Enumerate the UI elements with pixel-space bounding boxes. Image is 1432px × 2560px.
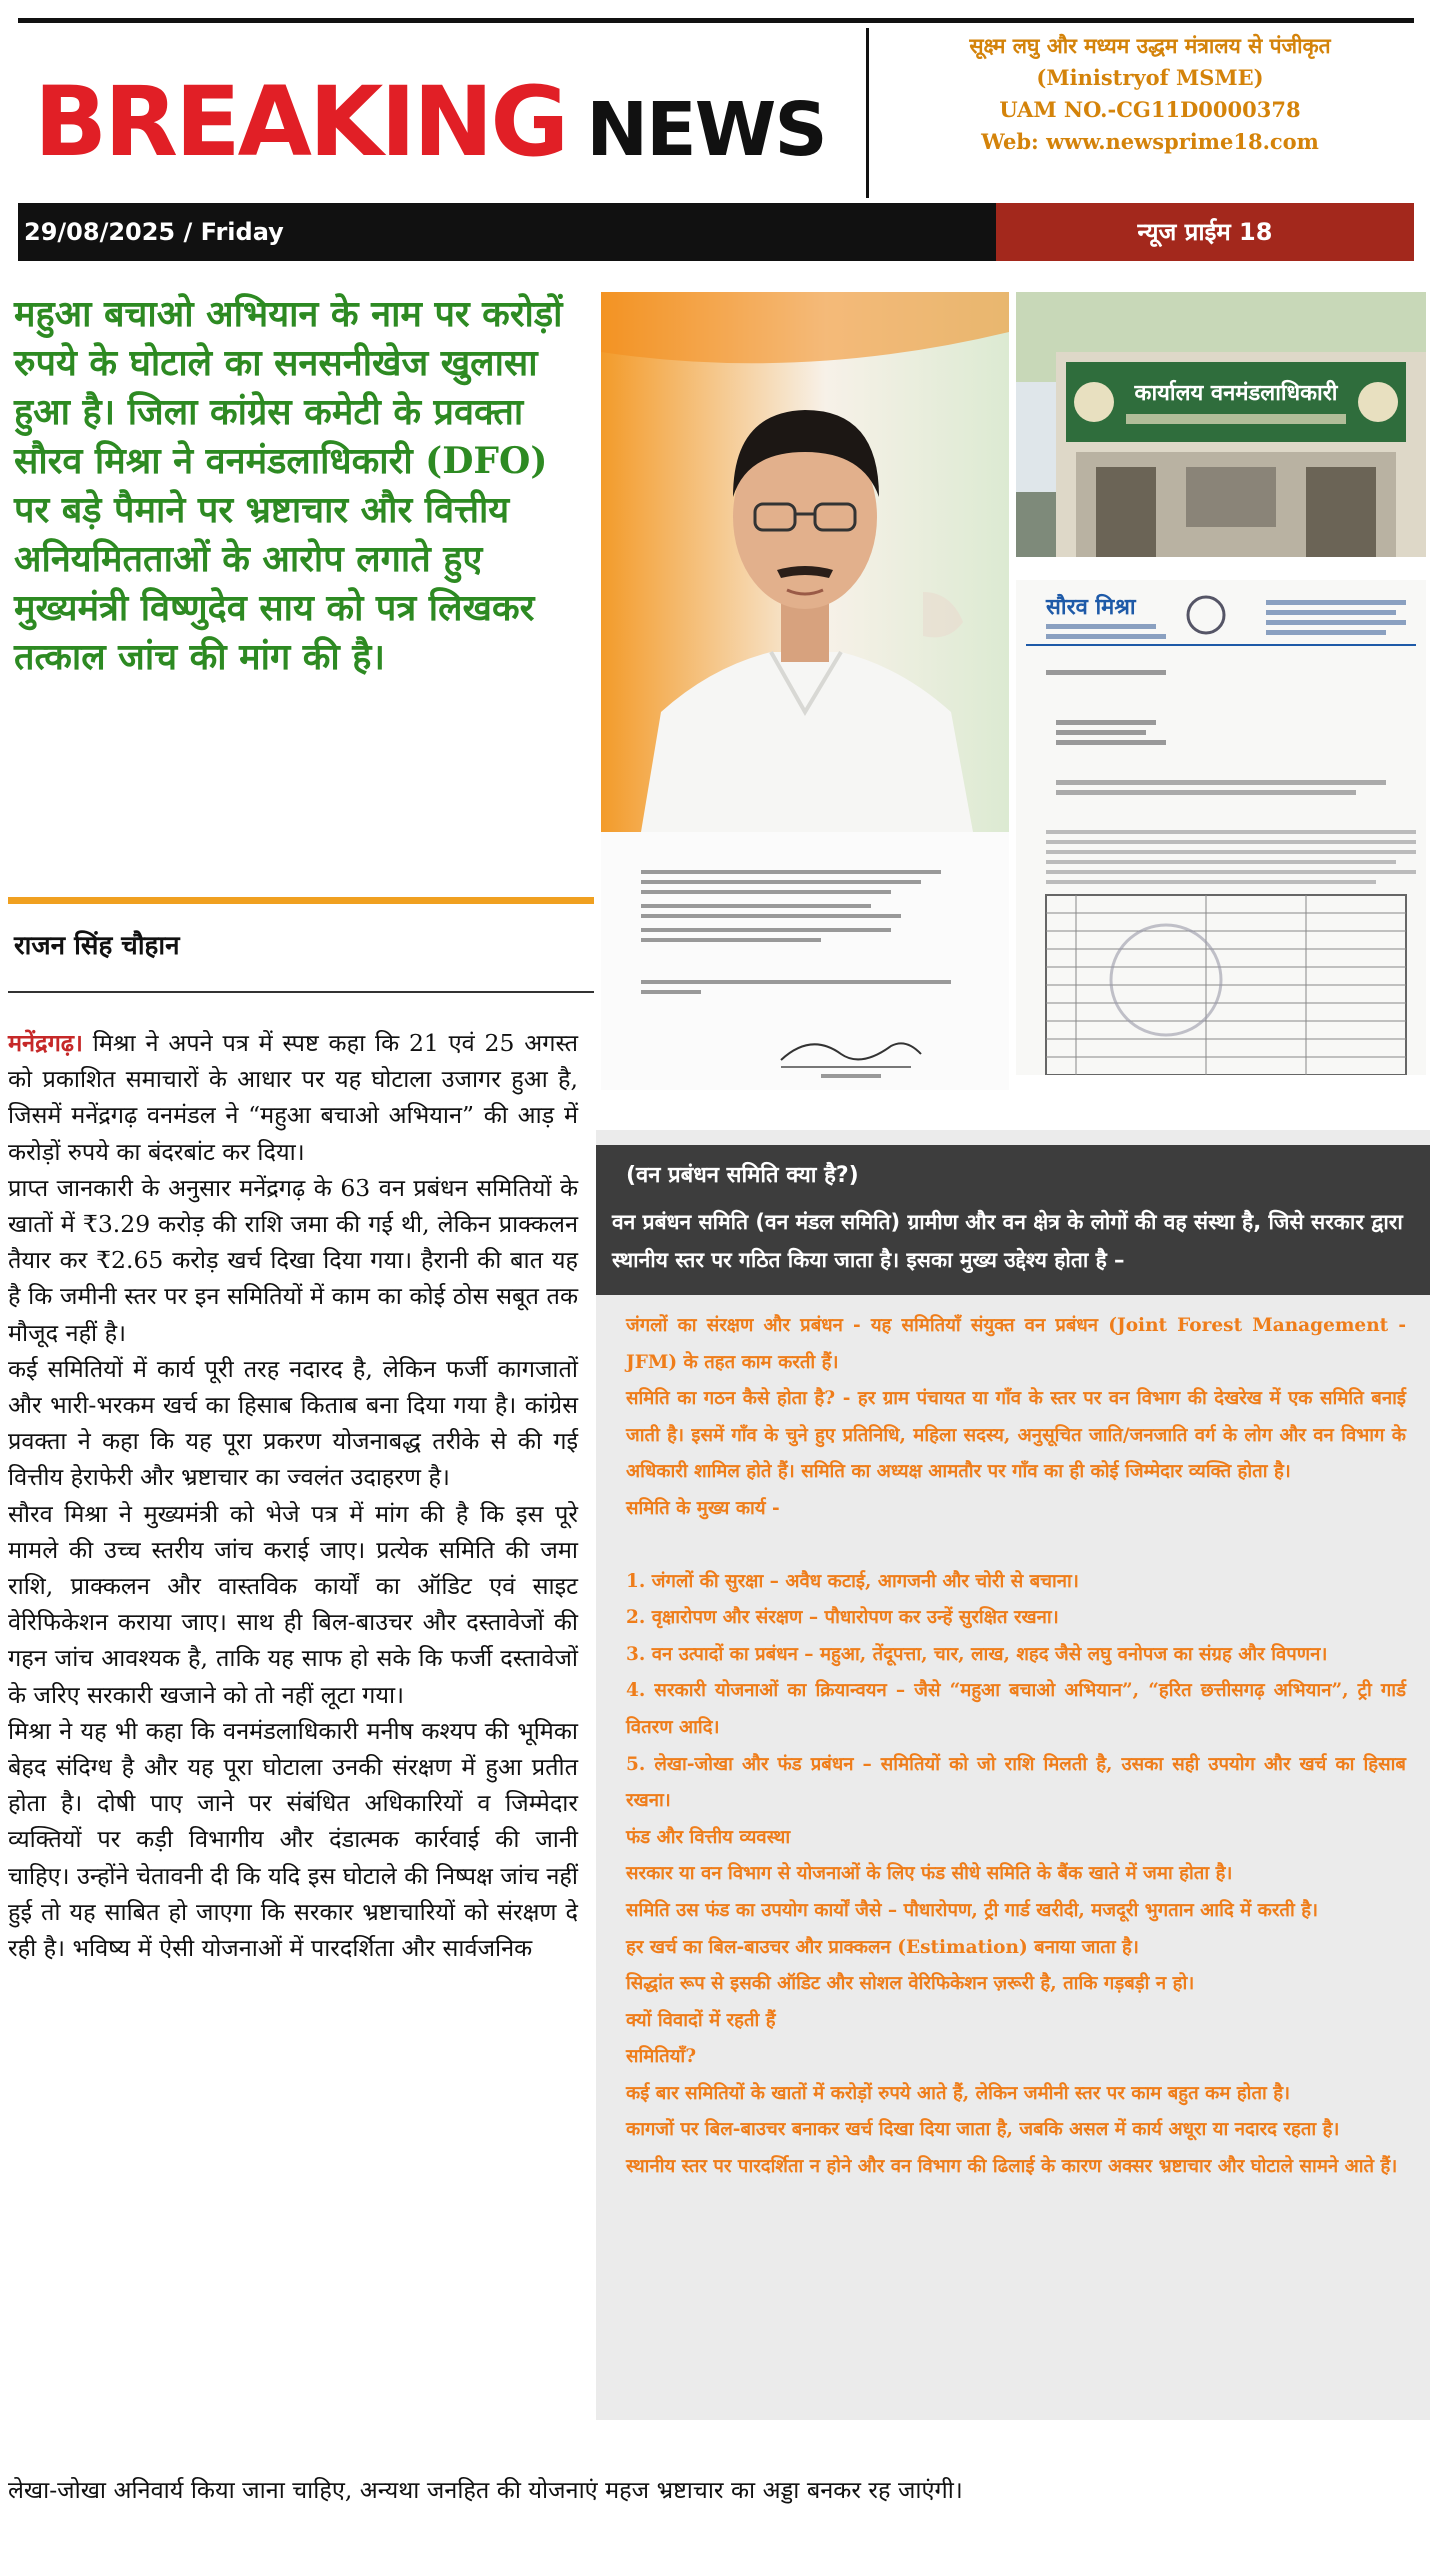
paragraph: सौरव मिश्रा ने मुख्यमंत्री को भेजे पत्र में मांग की है कि इस पूरे मामले की उच्च स्तरीय जांच कराई जाए। प्रत्येक समिति की जमा राशि, प्राक्कलन और वास्तविक कार्यों का ऑडिट एवं साइट वेरिफिकेशन कराया जाए। साथ ही बिल-बाउचर और दस्तावेजों की गहन जांच आवश्यक है, ताकि यह साफ हो सके कि फर्जी दस्तावेजों के जरिए सरकारी खजाने को तो नहीं लूटा गया। [8,1499,578,1709]
paragraph: कई समितियों में कार्य पूरी तरह नदारद है, लेकिन फर्जी कागजातों और भारी-भरकम खर्च का हिसाब किताब बना दिया गया है। कांग्रेस प्रवक्ता ने कहा कि यह पूरा प्रकरण योजनाबद्ध तरीके से की गई वित्तीय हेराफेरी और भ्रष्टाचार का ज्वलंत उदाहरण है। [8,1354,578,1492]
letter-continuation-image [601,832,1009,1090]
news-word: NEWS [586,87,826,173]
info-box-body [626,1308,1406,2186]
info-line: जंगलों का संरक्षण और प्रबंधन - यह समितियाँ संयुक्त वन प्रबंधन (Joint Forest Management - JFM) के तहत काम करती हैं। [626,1315,1406,1373]
info-box-header [596,1145,1430,1295]
portrait-photo [601,292,1009,832]
masthead-logo [34,66,826,180]
top-rule [18,18,1414,23]
section-heading: समितियाँ? [626,2046,697,2068]
info-line: कई बार समितियों के खातों में करोड़ों रुपये आते हैं, लेकिन जमीनी स्तर पर काम बहुत कम होता है। [626,2082,1291,2104]
registration-line: UAM NO.-CG11D0000378 [999,97,1301,122]
office-photo [1016,292,1426,557]
registration-info [920,30,1380,158]
info-line: समिति का गठन कैसे होता है? - हर ग्राम पंचायत या गाँव के स्तर पर वन विभाग की देखरेख में एक समिति बनाई जाती है। इसमें गाँव के चुने हुए प्रतिनिधि, महिला सदस्य, अनुसूचित जाति/जनजाति वर्ग के लोग और वन विभाग के अधिकारी शामिल होते हैं। समिति का अध्यक्ष आमतौर पर गाँव का ही कोई जिम्मेदार व्यक्ति होता है। [626,1388,1406,1483]
complaint-letter-image [1016,580,1426,1075]
spacer [626,1528,1406,1564]
section-heading: क्यों विवादों में रहती हैं [626,2009,776,2031]
paragraph: मिश्रा ने यह भी कहा कि वनमंडलाधिकारी मनीष कश्यप की भूमिका बेहद संदिग्ध है और यह पूरा घोटाला उनकी संरक्षण में हुआ प्रतीत होता है। दोषी पाए जाने पर संबंधित अधिकारियों व जिम्मेदार व्यक्तियों पर कड़ी विभागीय और दंडात्मक कार्रवाई की जानी चाहिए। उन्होंने चेतावनी दी कि यदि इस घोटाले की निष्पक्ष जांच नहीं हुई तो यह साबित हो जाएगा कि सरकार भ्रष्टाचारियों को संरक्षण दे रही है। भविष्य में ऐसी योजनाओं में पारदर्शिता और सार्वजनिक [8,1716,578,1963]
function-item: 5. लेखा-जोखा और फंड प्रबंधन – समितियों को जो राशि मिलती है, उसका सही उपयोग और खर्च का हिसाब रखना। [626,1753,1406,1812]
byline-rule [8,991,594,993]
registration-line: सूक्ष्म लघु और मध्यम उद्धम मंत्रालय से पंजीकृत [969,33,1331,58]
info-line: सिद्धांत रूप से इसकी ऑडिट और सोशल वेरिफिकेशन ज़रूरी है, ताकि गड़बड़ी न हो। [626,1973,1195,1995]
info-line: समिति उस फंड का उपयोग कार्यों जैसे – पौधारोपण, ट्री गार्ड खरीदी, मजदूरी भुगतान आदि में करती है। [626,1899,1319,1921]
dateline-place: मनेंद्रगढ़। [8,1029,83,1057]
info-line: स्थानीय स्तर पर पारदर्शिता न होने और वन विभाग की ढिलाई के कारण अक्सर भ्रष्टाचार और घोटाले सामने आते हैं। [626,2156,1398,2178]
letterhead-name: सौरव मिश्रा [1046,594,1136,620]
brand-name: न्यूज प्राईम 18 [1137,218,1273,246]
issue-date: 29/08/2025 / Friday [24,218,284,246]
masthead-divider [866,28,869,198]
info-line: हर खर्च का बिल-बाउचर और प्राक्कलन (Estimation) बनाया जाता है। [626,1936,1139,1958]
function-item: 4. सरकारी योजनाओं का क्रियान्वयन – जैसे “महुआ बचाओ अभियान”, “हरित छत्तीसगढ़ अभियान”, ट्री गार्ड वितरण आदि। [626,1680,1406,1738]
info-question: (वन प्रबंधन समिति क्या है?) [626,1163,859,1188]
byline: राजन सिंह चौहान [14,931,180,961]
headline: महुआ बचाओ अभियान के नाम पर करोड़ों रुपये के घोटाले का सनसनीखेज खुलासा हुआ है। जिला कांग्रेस कमेटी के प्रवक्ता सौरव मिश्रा ने वनमंडलाधिकारी (DFO) पर बड़े पैमाने पर भ्रष्टाचार और वित्तीय अनियमितताओं के आरोप लगाते हुए मुख्यमंत्री विष्णुदेव साय को पत्र लिखकर तत्काल जांच की मांग की है। [14,293,563,678]
office-sign-text: कार्यालय वनमंडलाधिकारी [1134,381,1338,406]
paragraph [8,1025,578,1170]
function-item: 1. जंगलों की सुरक्षा – अवैध कटाई, आगजनी और चोरी से बचाना। [626,1570,1079,1592]
paragraph: प्राप्त जानकारी के अनुसार मनेंद्रगढ़ के 63 वन प्रबंधन समितियों के खातों में ₹3.29 करोड़ की राशि जमा की गई थी, लेकिन प्राक्कलन तैयार कर ₹2.65 करोड़ खर्च दिखा दिया गया। हैरानी की बात यह है कि जमीनी स्तर पर इन समितियों में काम का कोई ठोस सबूत तक मौजूद नहीं है। [8,1173,578,1347]
info-definition: वन प्रबंधन समिति (वन मंडल समिति) ग्रामीण और वन क्षेत्र के लोगों की वह संस्था है, जिसे सरकार द्वारा स्थानीय स्तर पर गठित किया जाता है। इसका मुख्य उद्देश्य होता है – [612,1210,1403,1272]
headline-underline [8,897,594,904]
info-line: सरकार या वन विभाग से योजनाओं के लिए फंड सीधे समिति के बैंक खाते में जमा होता है। [626,1863,1233,1885]
closing-line: लेखा-जोखा अनिवार्य किया जाना चाहिए, अन्यथा जनहित की योजनाएं महज भ्रष्टाचार का अड्डा बनकर रह जाएंगी। [8,2476,963,2504]
info-line: समिति के मुख्य कार्य - [626,1497,780,1519]
article-body [8,1025,578,1966]
function-item: 3. वन उत्पादों का प्रबंधन – महुआ, तेंदूपत्ता, चार, लाख, शहद जैसे लघु वनोपज का संग्रह और विपणन। [626,1643,1328,1665]
info-line: कागजों पर बिल-बाउचर बनाकर खर्च दिखा दिया जाता है, जबकि असल में कार्य अधूरा या नदारद रहता है। [626,2119,1340,2141]
function-item: 2. वृक्षारोपण और संरक्षण – पौधारोपण कर उन्हें सुरक्षित रखना। [626,1607,1059,1629]
registration-line: (Ministryof MSME) [1036,65,1264,90]
website-line: Web: www.newsprime18.com [981,129,1319,154]
section-heading: फंड और वित्तीय व्यवस्था [626,1826,791,1848]
paragraph-text: मिश्रा ने अपने पत्र में स्पष्ट कहा कि 21 एवं 25 अगस्त को प्रकाशित समाचारों के आधार पर यह घोटाला उजागर हुआ है, जिसमें मनेंद्रगढ़ वनमंडल ने “महुआ बचाओ अभियान” की आड़ में करोड़ों रुपये का बंदरबांट कर दिया। [8,1029,578,1166]
breaking-word: BREAKING [34,66,567,178]
